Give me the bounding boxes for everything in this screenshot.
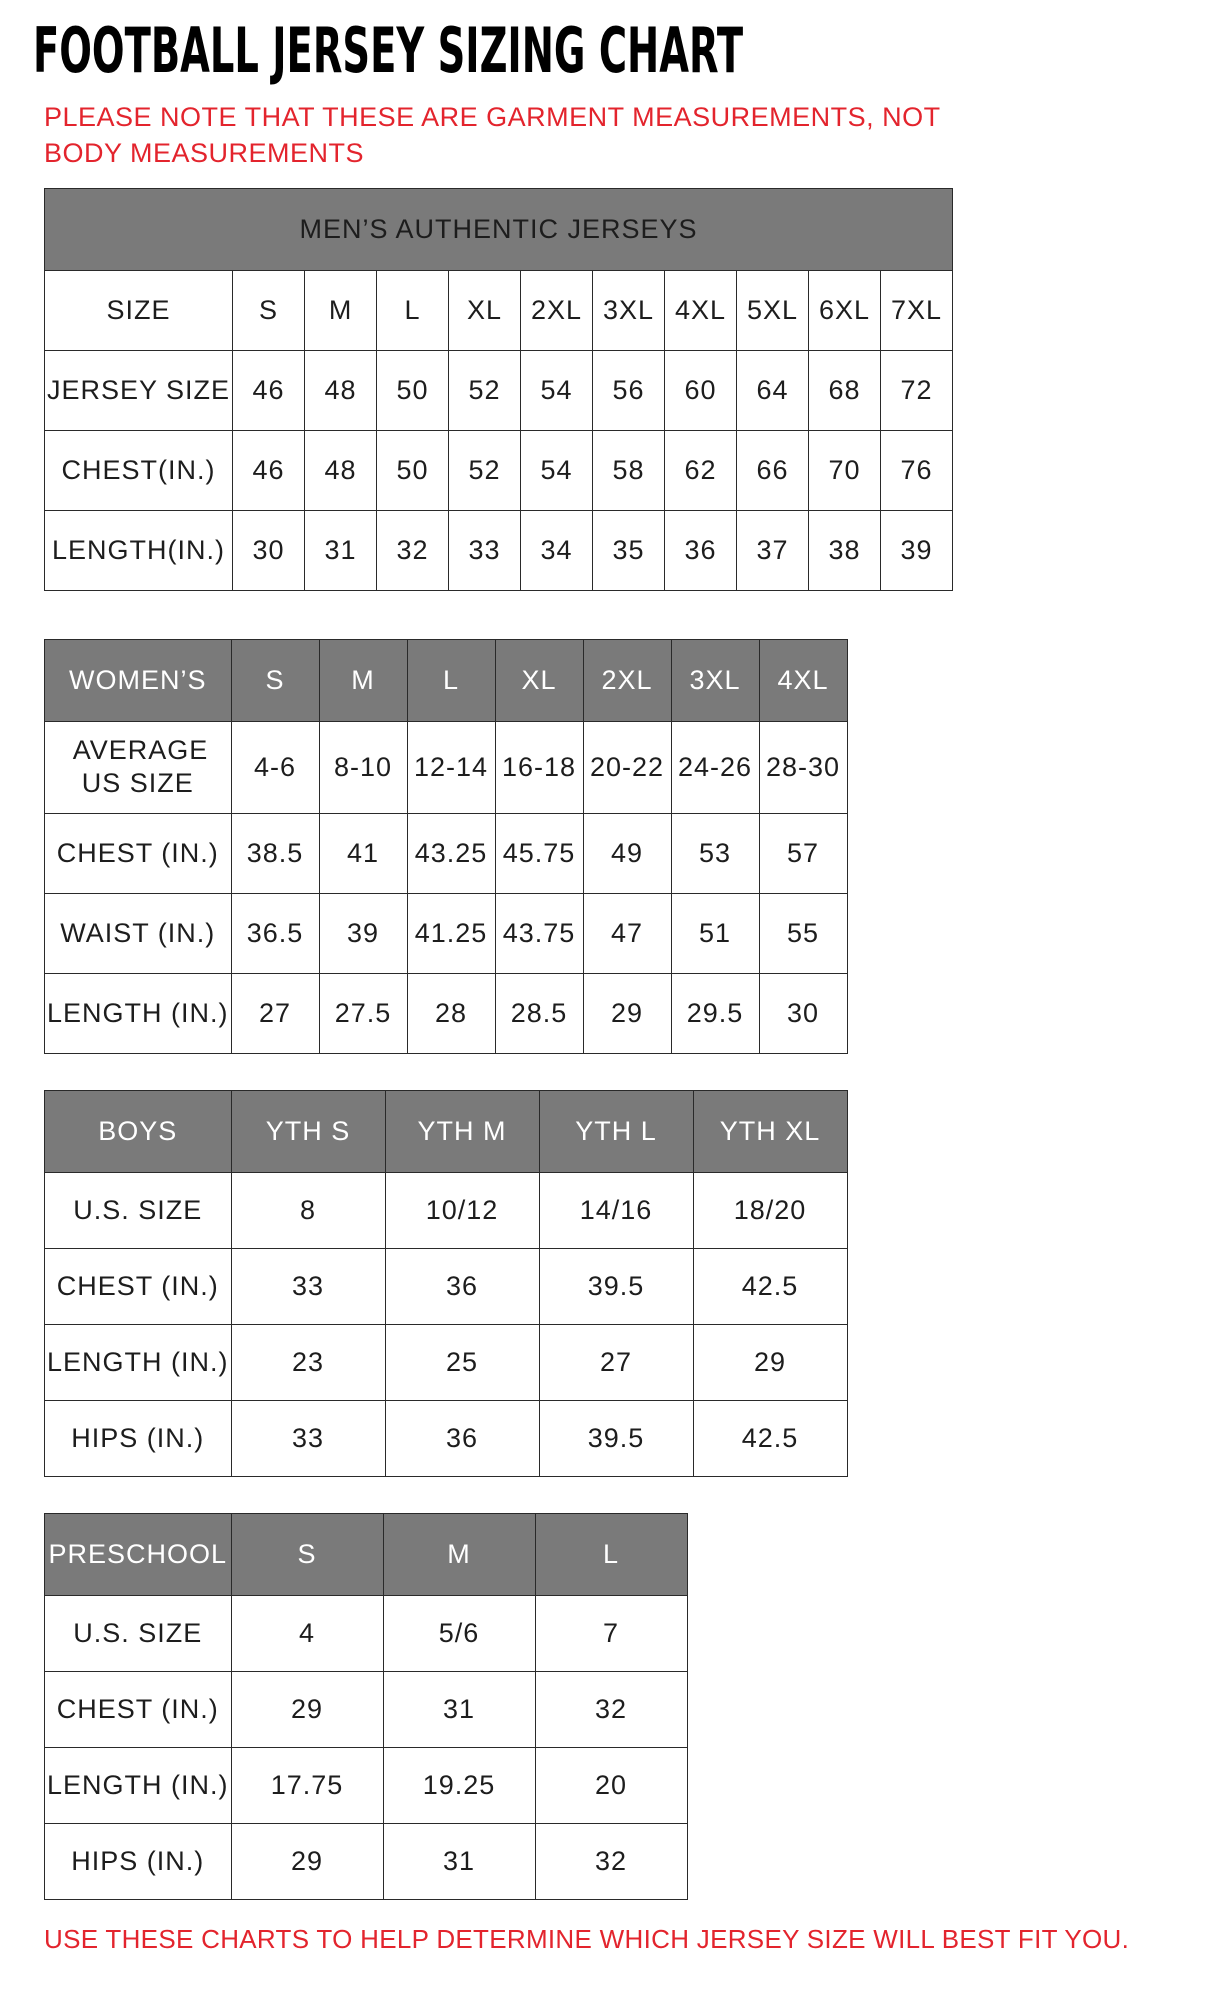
mens-size-row [45, 270, 953, 350]
boys-length-row [45, 1324, 848, 1400]
size-value: 33 [231, 1400, 385, 1476]
size-value: 30 [759, 973, 847, 1053]
size-value: 31 [305, 510, 377, 590]
size-value: 57 [759, 813, 847, 893]
row-label: CHEST (IN.) [45, 1248, 232, 1324]
size-value: XL [449, 270, 521, 350]
size-value: 34 [521, 510, 593, 590]
size-value: 68 [809, 350, 881, 430]
size-value: 23 [231, 1324, 385, 1400]
column-header: M [383, 1513, 535, 1595]
size-value: 4 [231, 1595, 383, 1671]
size-value: 54 [521, 350, 593, 430]
preschool-length-row [45, 1747, 688, 1823]
size-value: 58 [593, 430, 665, 510]
column-header: S [231, 639, 319, 721]
size-value: 20-22 [583, 721, 671, 813]
column-header: YTH XL [693, 1090, 847, 1172]
boys-hips-row [45, 1400, 848, 1476]
column-header: 3XL [671, 639, 759, 721]
size-value: 4-6 [231, 721, 319, 813]
size-value: 20 [535, 1747, 687, 1823]
size-value: 43.25 [407, 813, 495, 893]
size-value: 35 [593, 510, 665, 590]
size-value: 19.25 [383, 1747, 535, 1823]
size-value: 25 [385, 1324, 539, 1400]
size-value: 7 [535, 1595, 687, 1671]
sizing-chart-page [0, 14, 1220, 1955]
size-value: 38.5 [231, 813, 319, 893]
womens-table [44, 639, 848, 1054]
row-label: HIPS (IN.) [45, 1400, 232, 1476]
row-label: HIPS (IN.) [45, 1823, 232, 1899]
column-header: XL [495, 639, 583, 721]
size-value: 32 [535, 1671, 687, 1747]
size-value: 27 [539, 1324, 693, 1400]
size-value: M [305, 270, 377, 350]
row-label: LENGTH (IN.) [45, 1747, 232, 1823]
boys-table [44, 1090, 848, 1477]
row-label: LENGTH (IN.) [45, 1324, 232, 1400]
size-value: 28-30 [759, 721, 847, 813]
size-value: 42.5 [693, 1400, 847, 1476]
size-value: 54 [521, 430, 593, 510]
size-value: 42.5 [693, 1248, 847, 1324]
size-value: 50 [377, 430, 449, 510]
size-value: S [233, 270, 305, 350]
size-value: 14/16 [539, 1172, 693, 1248]
table-header-cell: PRESCHOOL [45, 1513, 232, 1595]
size-value: 2XL [521, 270, 593, 350]
row-label: SIZE [45, 270, 233, 350]
column-header: L [407, 639, 495, 721]
mens-jersey-size-row [45, 350, 953, 430]
size-value: 52 [449, 430, 521, 510]
size-value: 50 [377, 350, 449, 430]
size-value: 28.5 [495, 973, 583, 1053]
size-value: 39.5 [539, 1400, 693, 1476]
size-value: 12-14 [407, 721, 495, 813]
preschool-chest-row [45, 1671, 688, 1747]
size-value: 33 [449, 510, 521, 590]
womens-us-size-row [45, 721, 848, 813]
column-header: 4XL [759, 639, 847, 721]
size-value: 29 [231, 1823, 383, 1899]
size-value: 64 [737, 350, 809, 430]
size-value: 48 [305, 430, 377, 510]
size-value: 24-26 [671, 721, 759, 813]
garment-measurement-note: PLEASE NOTE THAT THESE ARE GARMENT MEASUREMENTS, NOT BODY MEASUREMENTS [44, 102, 941, 168]
table-header-cell: WOMEN’S [45, 639, 232, 721]
size-value: 55 [759, 893, 847, 973]
row-label: CHEST (IN.) [45, 813, 232, 893]
size-value: 36.5 [231, 893, 319, 973]
size-value: 3XL [593, 270, 665, 350]
size-value: 62 [665, 430, 737, 510]
size-value: 28 [407, 973, 495, 1053]
column-header: L [535, 1513, 687, 1595]
size-value: 32 [377, 510, 449, 590]
size-value: 66 [737, 430, 809, 510]
column-header: YTH L [539, 1090, 693, 1172]
size-value: 49 [583, 813, 671, 893]
row-label: LENGTH(IN.) [45, 510, 233, 590]
womens-chest-row [45, 813, 848, 893]
size-value: 16-18 [495, 721, 583, 813]
size-value: 29 [693, 1324, 847, 1400]
size-value: 18/20 [693, 1172, 847, 1248]
size-value: 52 [449, 350, 521, 430]
size-value: 48 [305, 350, 377, 430]
womens-header-row [45, 639, 848, 721]
size-value: 10/12 [385, 1172, 539, 1248]
column-header: 2XL [583, 639, 671, 721]
page-title [33, 14, 1220, 87]
size-value: L [377, 270, 449, 350]
row-label: U.S. SIZE [45, 1172, 232, 1248]
size-value: 56 [593, 350, 665, 430]
mens-table-title: MEN’S AUTHENTIC JERSEYS [45, 188, 953, 270]
size-value: 6XL [809, 270, 881, 350]
boys-chest-row [45, 1248, 848, 1324]
size-value: 38 [809, 510, 881, 590]
mens-table-title-row [45, 188, 953, 270]
size-value: 31 [383, 1823, 535, 1899]
size-value: 36 [385, 1248, 539, 1324]
size-value: 41 [319, 813, 407, 893]
size-value: 72 [881, 350, 953, 430]
size-value: 51 [671, 893, 759, 973]
row-label-text: AVERAGE US SIZE [72, 734, 209, 799]
size-value: 33 [231, 1248, 385, 1324]
size-value: 32 [535, 1823, 687, 1899]
row-label: CHEST (IN.) [45, 1671, 232, 1747]
womens-length-row [45, 973, 848, 1053]
size-value: 29 [231, 1671, 383, 1747]
row-label [45, 721, 232, 813]
row-label: CHEST(IN.) [45, 430, 233, 510]
size-value: 5XL [737, 270, 809, 350]
size-value: 43.75 [495, 893, 583, 973]
size-value: 27 [231, 973, 319, 1053]
size-value: 31 [383, 1671, 535, 1747]
size-value: 70 [809, 430, 881, 510]
size-value: 27.5 [319, 973, 407, 1053]
column-header: YTH S [231, 1090, 385, 1172]
mens-length-row [45, 510, 953, 590]
size-value: 29 [583, 973, 671, 1053]
row-label: LENGTH (IN.) [45, 973, 232, 1053]
size-value: 76 [881, 430, 953, 510]
size-value: 39 [319, 893, 407, 973]
row-label: JERSEY SIZE [45, 350, 233, 430]
row-label: U.S. SIZE [45, 1595, 232, 1671]
column-header: YTH M [385, 1090, 539, 1172]
size-value: 46 [233, 350, 305, 430]
womens-waist-row [45, 893, 848, 973]
size-value: 4XL [665, 270, 737, 350]
size-value: 39.5 [539, 1248, 693, 1324]
size-value: 47 [583, 893, 671, 973]
column-header: S [231, 1513, 383, 1595]
size-value: 30 [233, 510, 305, 590]
size-value: 39 [881, 510, 953, 590]
preschool-table [44, 1513, 688, 1900]
preschool-hips-row [45, 1823, 688, 1899]
size-value: 17.75 [231, 1747, 383, 1823]
preschool-header-row [45, 1513, 688, 1595]
size-value: 37 [737, 510, 809, 590]
boys-header-row [45, 1090, 848, 1172]
size-value: 29.5 [671, 973, 759, 1053]
column-header: M [319, 639, 407, 721]
size-value: 60 [665, 350, 737, 430]
page-title-text: FOOTBALL JERSEY SIZING CHART [33, 14, 744, 87]
size-value: 36 [665, 510, 737, 590]
size-value: 53 [671, 813, 759, 893]
size-value: 45.75 [495, 813, 583, 893]
fit-advice-footer: USE THESE CHARTS TO HELP DETERMINE WHICH JERSEY SIZE WILL BEST FIT YOU. [44, 1923, 1130, 1954]
size-value: 36 [385, 1400, 539, 1476]
size-value: 5/6 [383, 1595, 535, 1671]
size-value: 7XL [881, 270, 953, 350]
table-header-cell: BOYS [45, 1090, 232, 1172]
preschool-us-size-row [45, 1595, 688, 1671]
row-label: WAIST (IN.) [45, 893, 232, 973]
mens-chest-row [45, 430, 953, 510]
size-value: 8-10 [319, 721, 407, 813]
mens-authentic-jerseys-table [44, 188, 953, 591]
size-value: 46 [233, 430, 305, 510]
boys-us-size-row [45, 1172, 848, 1248]
size-value: 41.25 [407, 893, 495, 973]
size-value: 8 [231, 1172, 385, 1248]
